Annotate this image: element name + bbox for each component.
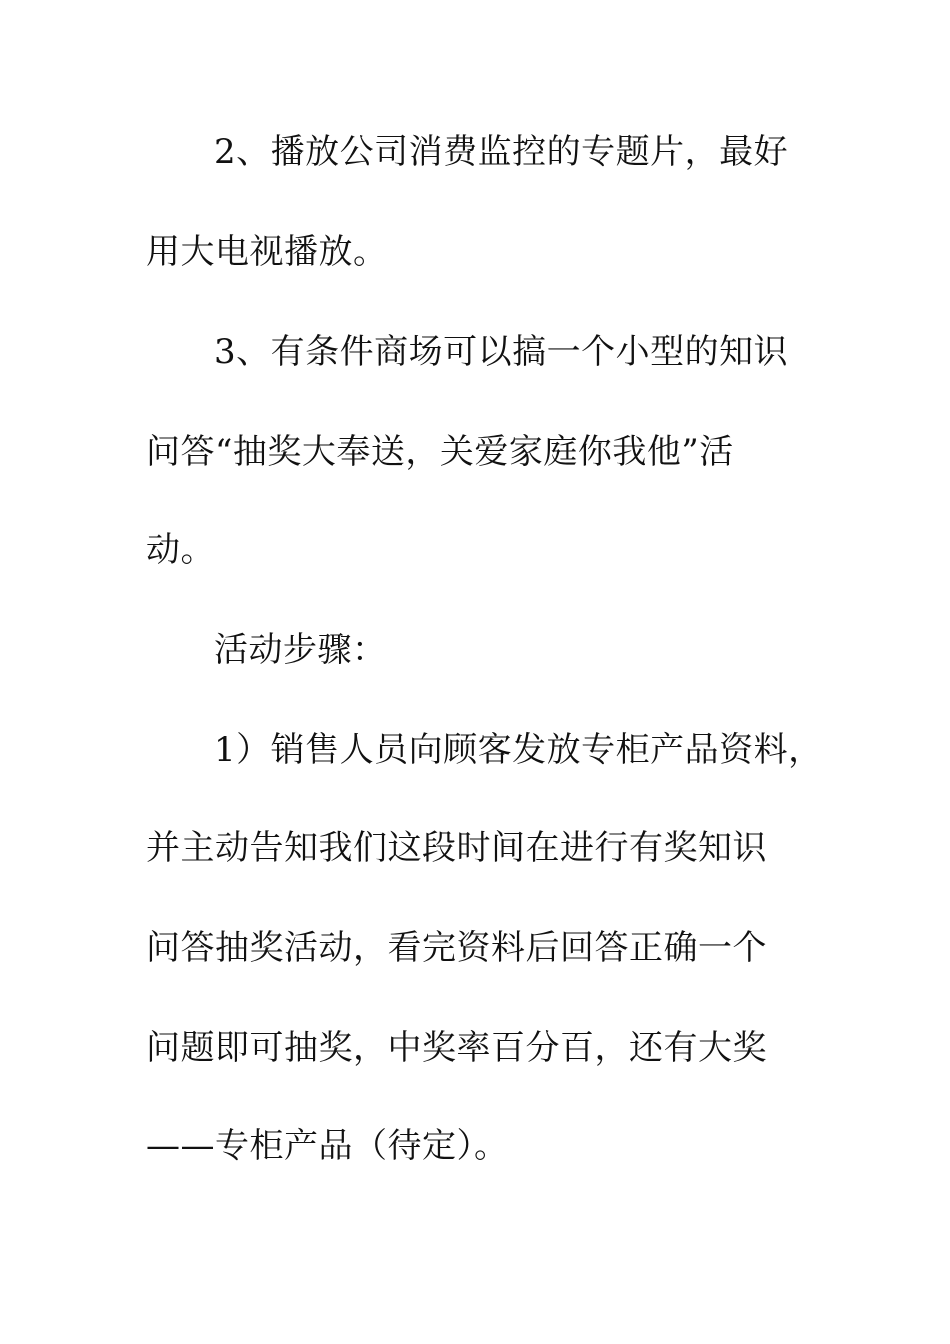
text-line-3: 3、有条件商场可以搞一个小型的知识 (214, 332, 789, 372)
text-line-8: 并主动告知我们这段时间在进行有奖知识 (146, 828, 767, 868)
section-heading: 活动步骤： (214, 630, 387, 670)
text-line-5: 动。 (146, 530, 215, 570)
text-line-10: 问题即可抽奖，中奖率百分百，还有大奖 (146, 1028, 767, 1068)
text-line-1: 2、播放公司消费监控的专题片，最好 (214, 132, 789, 172)
text-line-11: ——专柜产品（待定）。 (146, 1126, 509, 1166)
text-line-9: 问答抽奖活动，看完资料后回答正确一个 (146, 928, 767, 968)
text-line-7: 1）销售人员向顾客发放专柜产品资料， (214, 730, 823, 770)
text-line-2: 用大电视播放。 (146, 232, 388, 272)
text-line-4: 问答“抽奖大奉送，关爱家庭你我他”活 (146, 432, 734, 472)
